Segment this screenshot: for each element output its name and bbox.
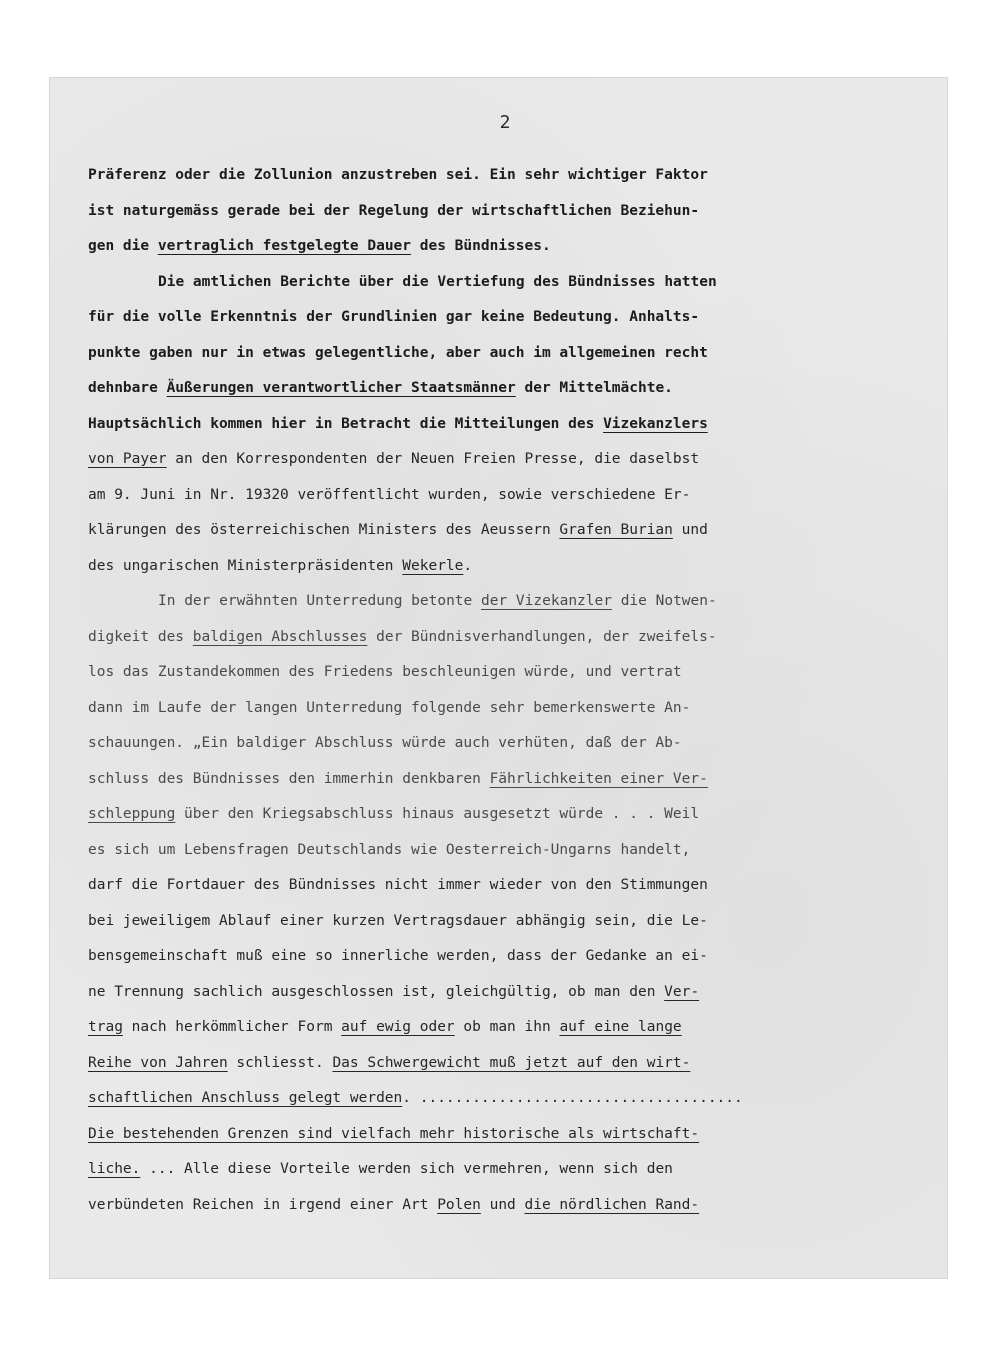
text-line <box>88 549 938 585</box>
text-fragment: der Bündnisverhandlungen, der zweifels- <box>367 628 717 645</box>
underlined-phrase: Vizekanzlers <box>603 415 708 432</box>
text-fragment: los das Zustandekommen des Friedens beschleunigen würde, und vertrat <box>88 664 682 680</box>
text-fragment: verbündeten Reichen in irgend einer Art <box>88 1196 438 1213</box>
text-fragment: schliesst. <box>227 1054 333 1071</box>
underlined-phrase: trag <box>88 1019 123 1035</box>
text-fragment: dehnbare <box>88 380 167 396</box>
underlined-phrase: von Payer <box>88 451 167 467</box>
text-fragment: digkeit des <box>88 628 193 645</box>
text-line <box>88 1010 938 1046</box>
underlined-phrase: Wekerle <box>402 557 464 574</box>
underlined-phrase: Polen <box>437 1196 481 1213</box>
text-fragment: gen die <box>88 238 158 254</box>
text-line <box>88 726 938 762</box>
text-line <box>88 797 938 833</box>
text-fragment: klärungen des österreichischen Ministers des Aeussern <box>88 522 560 538</box>
text-fragment: die Notwen- <box>611 593 717 609</box>
text-line <box>88 1188 938 1224</box>
text-line <box>88 478 938 514</box>
text-line <box>88 229 938 265</box>
text-fragment: des Bündnisses. <box>411 238 551 254</box>
text-fragment: ob man ihn <box>454 1019 560 1035</box>
text-fragment: punkte gaben nur in etwas gelegentliche, aber auch im allgemeinen recht <box>88 344 708 361</box>
text-line <box>88 513 938 549</box>
underlined-phrase: Ver- <box>664 983 700 1000</box>
text-line <box>88 371 938 407</box>
text-fragment: darf die Fortdauer des Bündnisses nicht immer wieder von den Stimmungen <box>88 877 708 893</box>
text-line <box>88 265 938 301</box>
text-fragment: bei jeweiligem Ablauf einer kurzen Vertragsdauer abhängig sein, die Le- <box>88 912 708 929</box>
text-fragment: am 9. Juni in Nr. 19320 veröffentlicht wurden, sowie verschiedene Er- <box>88 486 691 503</box>
text-fragment: für die volle Erkenntnis der Grundlinien gar keine Bedeutung. Anhalts- <box>88 309 700 325</box>
text-fragment: Hauptsächlich kommen hier in Betracht die Mitteilungen des <box>88 415 604 432</box>
underlined-phrase: Fährlichkeiten einer Ver- <box>489 770 708 787</box>
text-fragment: nach herkömmlicher Form <box>122 1019 342 1035</box>
text-fragment: . <box>463 557 473 574</box>
text-line <box>88 584 938 620</box>
text-fragment: dann im Laufe der langen Unterredung folgende sehr bemerkenswerte An- <box>88 699 691 716</box>
text-line <box>88 300 938 336</box>
text-line <box>88 336 938 372</box>
text-line <box>88 904 938 940</box>
text-fragment: über den Kriegsabschluss hinaus ausgesetzt würde . . . Weil <box>175 806 700 822</box>
typewritten-text-body <box>88 158 938 1223</box>
text-line <box>88 975 938 1011</box>
text-line <box>88 655 938 691</box>
text-line <box>88 1046 938 1082</box>
underlined-phrase: Grafen Burian <box>559 522 673 538</box>
underlined-phrase: Die bestehenden Grenzen sind vielfach mehr historische als wirtschaft- <box>88 1125 700 1142</box>
text-fragment: Die amtlichen Berichte über die Vertiefung des Bündnisses hatten <box>158 273 717 290</box>
text-fragment: bensgemeinschaft muß eine so innerliche werden, dass der Gedanke an ei- <box>88 948 708 964</box>
text-line <box>88 158 938 194</box>
text-fragment: In der erwähnten Unterredung betonte <box>158 593 482 609</box>
text-line <box>88 762 938 798</box>
underlined-phrase: vertraglich festgelegte Dauer <box>157 238 412 254</box>
text-fragment: an den Korrespondenten der Neuen Freien Presse, die daselbst <box>166 451 700 467</box>
text-fragment: schluss des Bündnisses den immerhin denkbaren <box>88 770 490 787</box>
text-fragment: und <box>480 1196 525 1213</box>
underlined-phrase: der Vizekanzler <box>481 593 612 609</box>
underlined-phrase: Äußerungen verantwortlicher Staatsmänner <box>166 380 516 396</box>
underlined-phrase: auf ewig oder <box>341 1019 455 1035</box>
text-line <box>88 620 938 656</box>
text-line <box>88 1081 938 1117</box>
text-fragment: der Mittelmächte. <box>515 380 673 396</box>
page-number: 2 <box>499 112 511 133</box>
text-fragment: es sich um Lebensfragen Deutschlands wie Oesterreich-Ungarns handelt, <box>88 841 691 858</box>
underlined-phrase: die nördlichen Rand- <box>524 1196 700 1213</box>
underlined-phrase: schaftlichen Anschluss gelegt werden <box>88 1090 403 1106</box>
underlined-phrase: liche. <box>88 1161 141 1177</box>
text-line <box>88 1117 938 1153</box>
text-fragment: und <box>672 522 708 538</box>
text-line <box>88 442 938 478</box>
underlined-phrase: auf eine lange <box>559 1019 682 1035</box>
text-line <box>88 939 938 975</box>
text-fragment: ist naturgemäss gerade bei der Regelung der wirtschaftlichen Beziehun- <box>88 202 700 219</box>
text-line <box>88 407 938 443</box>
text-fragment: schauungen. „Ein baldiger Abschluss würde auch verhüten, daß der Ab- <box>88 735 682 751</box>
text-fragment: . ..................................... <box>402 1090 743 1106</box>
text-line <box>88 194 938 230</box>
text-line <box>88 1152 938 1188</box>
text-fragment: ne Trennung sachlich ausgeschlossen ist, gleichgültig, ob man den <box>88 983 665 1000</box>
text-fragment: ... Alle diese Vorteile werden sich vermehren, wenn sich den <box>140 1161 673 1177</box>
text-fragment: Präferenz oder die Zollunion anzustreben sei. Ein sehr wichtiger Faktor <box>88 167 708 183</box>
underlined-phrase: schleppung <box>88 806 176 822</box>
text-fragment: des ungarischen Ministerpräsidenten <box>88 557 403 574</box>
underlined-phrase: baldigen Abschlusses <box>192 628 368 645</box>
underlined-phrase: Das Schwergewicht muß jetzt auf den wirt- <box>332 1054 691 1071</box>
text-line <box>88 868 938 904</box>
text-line <box>88 833 938 869</box>
underlined-phrase: Reihe von Jahren <box>88 1054 228 1071</box>
text-line <box>88 691 938 727</box>
